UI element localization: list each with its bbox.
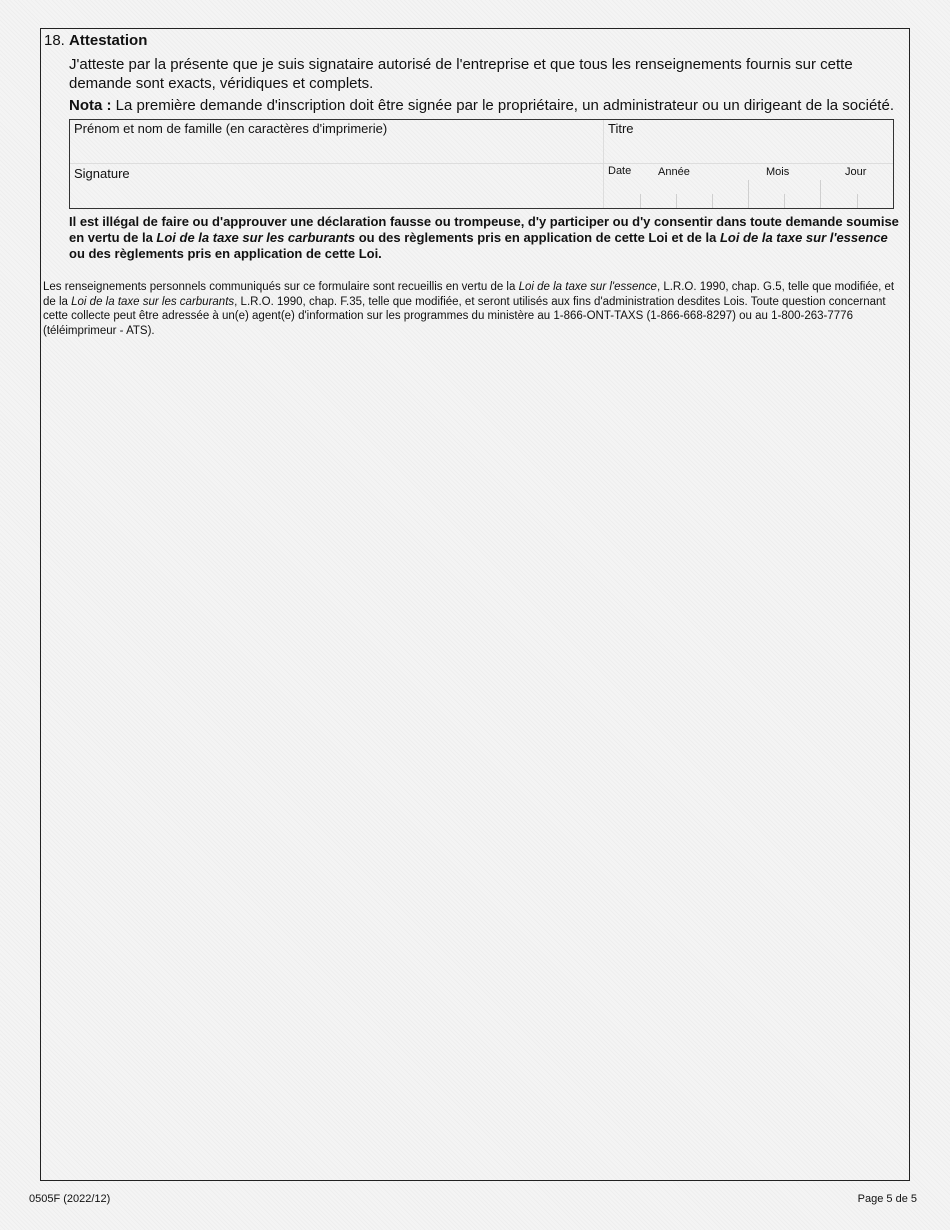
title-field[interactable] — [604, 138, 893, 163]
title-label: Titre — [608, 121, 634, 136]
field-separator — [748, 180, 749, 208]
name-field[interactable] — [70, 138, 602, 163]
signature-table — [69, 119, 894, 209]
warning-text: ou des règlements pris en application de cette Loi et de la — [355, 230, 720, 245]
privacy-text: Les renseignements personnels communiqués sur ce formulaire sont recueillis en vertu de la — [43, 281, 519, 293]
privacy-text: , L.R.O. 1990, chap. G.5, telle que modifiée, et de la — [43, 281, 895, 308]
note — [69, 96, 909, 115]
month-field[interactable] — [750, 182, 820, 208]
digit-tick — [640, 194, 641, 208]
law-name: Loi de la taxe sur l'essence — [719, 230, 888, 245]
month-label: Mois — [766, 166, 790, 178]
signature-label: Signature — [74, 166, 130, 181]
form-code: 0505F (2022/12) — [29, 1193, 111, 1205]
law-name: Loi de la taxe sur les carburants — [156, 230, 356, 245]
digit-tick — [857, 194, 858, 208]
page-number: Page 5 de 5 — [857, 1193, 917, 1205]
warning-text: Il est illégal de faire ou d'approuver une déclaration fausse ou trompeuse, d'y participer ou d'y consentir dans toute demande soumise en vertu de la — [69, 214, 899, 245]
digit-tick — [712, 194, 713, 208]
digit-tick — [784, 194, 785, 208]
date-label: Date — [608, 165, 632, 177]
day-label: Jour — [845, 166, 867, 178]
law-name: Loi de la taxe sur l'essence — [518, 281, 657, 293]
year-label: Année — [658, 166, 690, 178]
digit-tick — [676, 194, 677, 208]
section-heading — [44, 32, 147, 49]
section-title: Attestation — [69, 32, 148, 49]
law-name: Loi de la taxe sur les carburants — [71, 295, 235, 308]
name-label: Prénom et nom de famille (en caractères d'imprimerie) — [74, 121, 388, 136]
attestation-statement: J'atteste par la présente que je suis signataire autorisé de l'entreprise et que tous les renseignements fournis sur cette demande sont exacts, véridiques et complets. — [69, 56, 853, 92]
section-number: 18. — [44, 32, 65, 49]
legal-warning — [69, 214, 899, 262]
privacy-text: , L.R.O. 1990, chap. F.35, telle que modifiée, et seront utilisés aux fins d'administration desdites Lois. Toute question concernant cette collecte peut être adressée à un(e) agent(e) d'information sur les programmes du ministère au 1-866-ONT-TAXS (1-866-668-8297) ou au 1-800-263-7776 (téléimprimeur - ATS). — [43, 295, 886, 338]
row-divider — [70, 163, 893, 164]
signature-field[interactable] — [70, 182, 602, 208]
note-label: Nota : — [69, 97, 112, 114]
privacy-notice — [43, 280, 903, 339]
note-text: La première demande d'inscription doit être signée par le propriétaire, un administrateur ou un dirigeant de la société. — [111, 97, 894, 114]
warning-text: ou des règlements pris en application de cette Loi. — [69, 246, 382, 261]
field-separator — [820, 180, 821, 208]
